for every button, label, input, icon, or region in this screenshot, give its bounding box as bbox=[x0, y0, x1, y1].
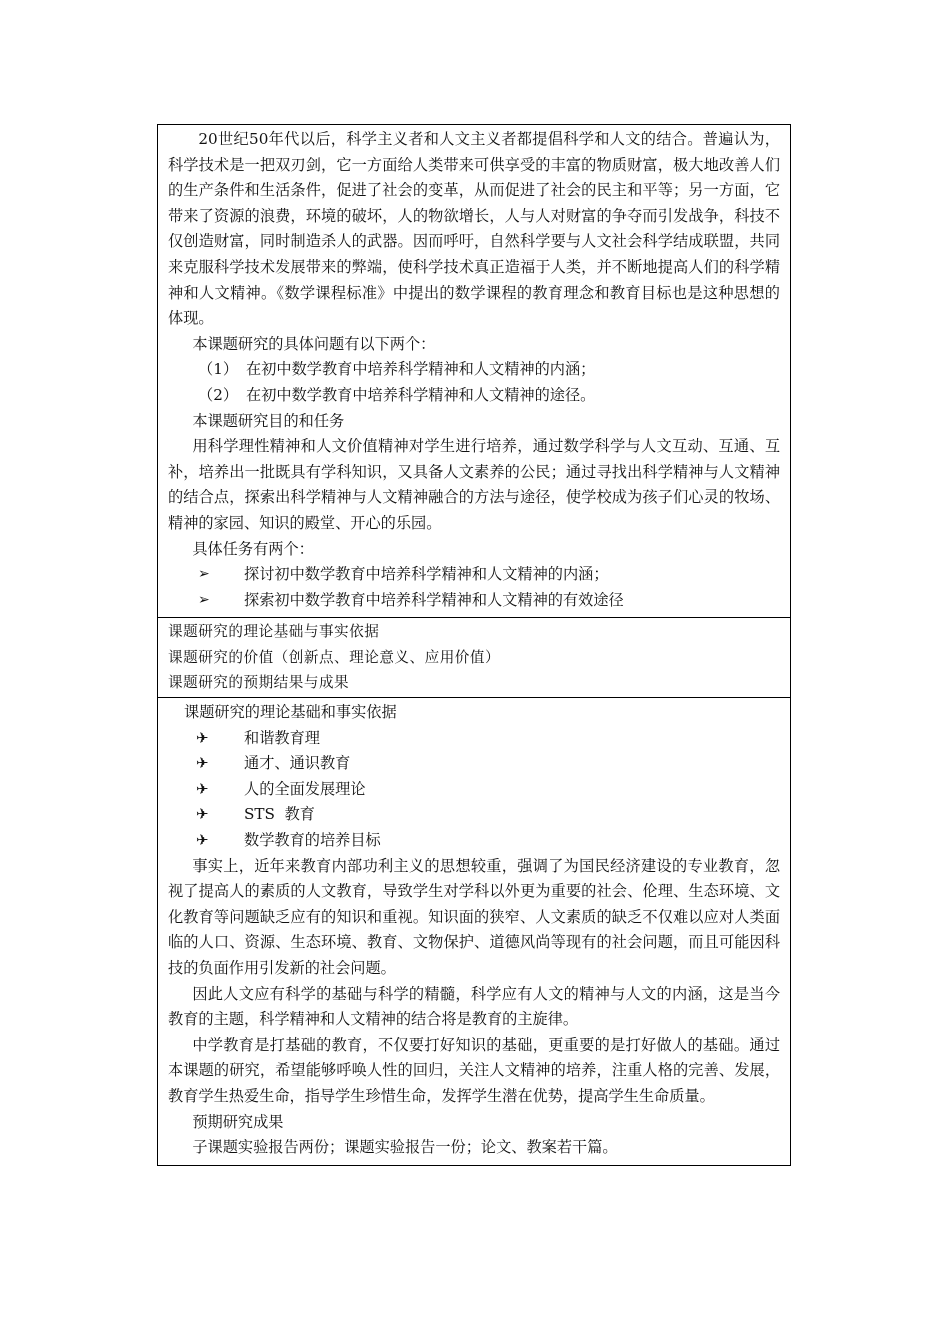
theory-item bbox=[168, 828, 780, 854]
arrow-bullet-icon: ➢ bbox=[198, 566, 210, 583]
theory-item-text: 通才、通识教育 bbox=[244, 754, 351, 773]
section-title-line: 课题研究的预期结果与成果 bbox=[168, 674, 350, 692]
question-number: （2） bbox=[198, 385, 239, 404]
airplane-bullet-icon: ✈ bbox=[196, 831, 209, 850]
theory-item-text: STS 教育 bbox=[244, 805, 315, 824]
theory-item-text: 和谐教育理 bbox=[244, 728, 320, 747]
facts-paragraph: 事实上，近年来教育内部功利主义的思想较重，强调了为国民经济建设的专业教育，忽视了提高人的素质的人文教育，导致学生对学科以外更为重要的社会、伦理、生态环境、文化教育等问题缺乏应有的知识和重视。知识面的狭窄、人文素质的缺乏不仅难以应对人类面临的人口、资源、生态环境、教育、文物保护、道德风尚等现有的社会问题，而且可能因科技的负面作用引发新的社会问题。 bbox=[168, 856, 780, 977]
airplane-bullet-icon: ✈ bbox=[196, 779, 209, 798]
theory-item-text: 数学教育的培养目标 bbox=[244, 831, 381, 850]
question-text: 在初中数学教育中培养科学精神和人文精神的途径。 bbox=[246, 385, 596, 404]
question-item bbox=[168, 357, 780, 383]
goal-heading: 本课题研究目的和任务 bbox=[192, 411, 345, 430]
task-text: 探索初中数学教育中培养科学精神和人文精神的有效途径 bbox=[244, 590, 624, 609]
section-titles-cell bbox=[158, 618, 790, 698]
question-item bbox=[168, 383, 780, 409]
question-number: （1） bbox=[198, 360, 239, 379]
theory-item bbox=[168, 726, 780, 752]
theory-item bbox=[168, 751, 780, 777]
arrow-bullet-icon: ➢ bbox=[198, 591, 210, 608]
document-table bbox=[157, 124, 791, 1166]
theory-heading: 课题研究的理论基础和事实依据 bbox=[184, 703, 397, 722]
section-title-line: 课题研究的价值（创新点、理论意义、应用价值） bbox=[168, 648, 501, 666]
theory-cell bbox=[158, 698, 790, 1165]
results-heading: 预期研究成果 bbox=[192, 1112, 284, 1131]
task-item bbox=[168, 588, 780, 614]
airplane-bullet-icon: ✈ bbox=[196, 805, 209, 824]
airplane-bullet-icon: ✈ bbox=[196, 728, 209, 747]
theory-item bbox=[168, 802, 780, 828]
task-item bbox=[168, 562, 780, 588]
background-paragraph: 20世纪50年代以后，科学主义者和人文主义者都提倡科学和人文的结合。普遍认为，科学技术是一把双刃剑，它一方面给人类带来可供享受的丰富的物质财富，极大地改善人们的生产条件和生活条件，促进了社会的变革，从而促进了社会的民主和平等；另一方面，它带来了资源的浪费，环境的破坏，人的物欲增长，人与人对财富的争夺而引发战争，科技不仅创造财富，同时制造杀人的武器。因而呼吁，自然科学要与人文社会科学结成联盟，共同来克服科学技术发展带来的弊端，使科学技术真正造福于人类，并不断地提高人们的科学精神和人文精神。《数学课程标准》中提出的数学课程的教育理念和教育目标也是这种思想的体现。 bbox=[168, 130, 780, 328]
theme-paragraph: 因此人文应有科学的基础与科学的精髓，科学应有人文的精神与人文的内涵，这是当今教育的主题，科学精神和人文精神的结合将是教育的主旋律。 bbox=[168, 984, 780, 1029]
goal-paragraph: 用科学理性精神和人文价值精神对学生进行培养，通过数学科学与人文互动、互通、互补，培养出一批既具有学科知识，又具备人文素养的公民；通过寻找出科学精神与人文精神的结合点，探索出科学精神与人文精神融合的方法与途径，使学校成为孩子们心灵的牧场、精神的家园、知识的殿堂、开心的乐园。 bbox=[168, 437, 780, 532]
section-title-line: 课题研究的理论基础与事实依据 bbox=[168, 623, 380, 641]
airplane-bullet-icon: ✈ bbox=[196, 754, 209, 773]
results-text: 子课题实验报告两份；课题实验报告一份；论文、教案若干篇。 bbox=[192, 1138, 618, 1157]
questions-intro: 本课题研究的具体问题有以下两个： bbox=[192, 334, 436, 353]
theory-item bbox=[168, 777, 780, 803]
background-cell bbox=[158, 125, 790, 618]
question-text: 在初中数学教育中培养科学精神和人文精神的内涵； bbox=[246, 360, 596, 379]
task-text: 探讨初中数学教育中培养科学精神和人文精神的内涵； bbox=[244, 565, 609, 584]
tasks-intro: 具体任务有两个： bbox=[192, 539, 314, 558]
middle-school-paragraph: 中学教育是打基础的教育，不仅要打好知识的基础，更重要的是打好做人的基础。通过本课题的研究，希望能够呼唤人性的回归，关注人文精神的培养，注重人格的完善、发展，教育学生热爱生命，指导学生珍惜生命，发挥学生潜在优势，提高学生生命质量。 bbox=[168, 1035, 780, 1105]
theory-item-text: 人的全面发展理论 bbox=[244, 779, 366, 798]
